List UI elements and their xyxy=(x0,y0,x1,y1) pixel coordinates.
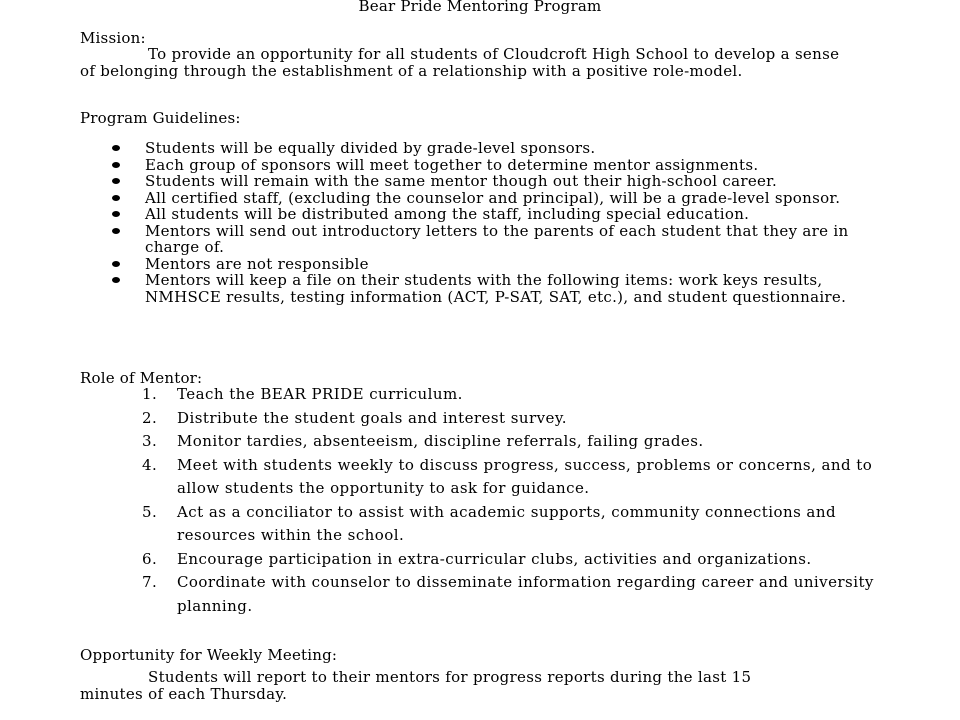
role-number: 6. xyxy=(142,549,158,568)
weekly-heading: Opportunity for Weekly Meeting: xyxy=(80,646,338,664)
role-number: 3. xyxy=(142,432,158,450)
bullet-icon xyxy=(112,211,120,217)
role-text: Monitor tardies, absenteeism, discipline referrals, failing grades. xyxy=(177,432,704,450)
bullet-icon xyxy=(112,162,120,168)
document-title: Bear Pride Mentoring Program xyxy=(358,0,602,15)
guideline-text: Mentors will keep a file on their students with the following items: work keys results, NMHSCE results, testing information (ACT, P-SAT, SAT, etc.), and student questionnaire. xyxy=(145,271,847,306)
guideline-item xyxy=(112,173,872,190)
role-text: Coordinate with counselor to disseminate information regarding career and university planning. xyxy=(177,573,874,615)
role-item xyxy=(142,548,882,572)
guideline-item xyxy=(112,190,872,207)
role-text: Teach the BEAR PRIDE curriculum. xyxy=(177,385,463,403)
role-item xyxy=(142,383,882,407)
guideline-text: Students will remain with the same mentor though out their high-school career. xyxy=(145,172,778,190)
mission-heading: Mission: xyxy=(80,29,146,47)
guidelines-heading: Program Guidelines: xyxy=(80,109,241,127)
role-text: Meet with students weekly to discuss progress, success, problems or concerns, and to allow students the opportunity to ask for guidance. xyxy=(177,455,873,497)
bullet-icon xyxy=(112,145,120,151)
role-number: 7. xyxy=(142,573,158,591)
guideline-text: Each group of sponsors will meet together to determine mentor assignments. xyxy=(145,155,759,174)
role-text: Act as a conciliator to assist with academic supports, community connections and resources within the school. xyxy=(177,502,836,544)
bullet-icon xyxy=(112,178,120,184)
weekly-text-body: Students will report to their mentors for progress reports during the last 15 minutes of each Thursday. xyxy=(80,668,752,703)
roles-list xyxy=(142,383,882,618)
guideline-text: Mentors will send out introductory letters to the parents of each student that they are in charge of. xyxy=(145,221,849,256)
mission-text-body: To provide an opportunity for all students of Cloudcroft High School to develop a sense of belonging through the establishment of a relationship with a positive role-model. xyxy=(80,45,840,80)
bullet-icon xyxy=(112,277,120,283)
guidelines-list xyxy=(112,140,872,305)
guideline-item xyxy=(112,140,872,157)
weekly-text xyxy=(80,669,800,703)
guideline-item xyxy=(112,256,872,273)
bullet-icon xyxy=(112,228,120,234)
guideline-item xyxy=(112,272,872,305)
role-heading: Role of Mentor: xyxy=(80,369,203,387)
guideline-text: All students will be distributed among the staff, including special education. xyxy=(145,205,750,223)
role-number: 1. xyxy=(142,385,158,403)
role-number: 4. xyxy=(142,455,158,474)
role-item xyxy=(142,571,882,618)
role-number: 2. xyxy=(142,408,158,427)
role-item xyxy=(142,501,882,548)
role-item xyxy=(142,454,882,501)
role-number: 5. xyxy=(142,502,158,521)
bullet-icon xyxy=(112,195,120,201)
guideline-item xyxy=(112,157,872,174)
guideline-item xyxy=(112,206,872,223)
mission-text xyxy=(80,46,850,80)
role-item xyxy=(142,407,882,431)
guideline-text: Students will be equally divided by grade-level sponsors. xyxy=(145,139,596,157)
role-item xyxy=(142,430,882,454)
bullet-icon xyxy=(112,261,120,267)
guideline-text: Mentors are not responsible xyxy=(145,254,369,273)
role-text: Distribute the student goals and interest survey. xyxy=(177,408,568,427)
role-text: Encourage participation in extra-curricular clubs, activities and organizations. xyxy=(177,549,812,568)
guideline-item xyxy=(112,223,872,256)
guideline-text: All certified staff, (excluding the counselor and principal), will be a grade-level sponsor. xyxy=(145,188,841,207)
